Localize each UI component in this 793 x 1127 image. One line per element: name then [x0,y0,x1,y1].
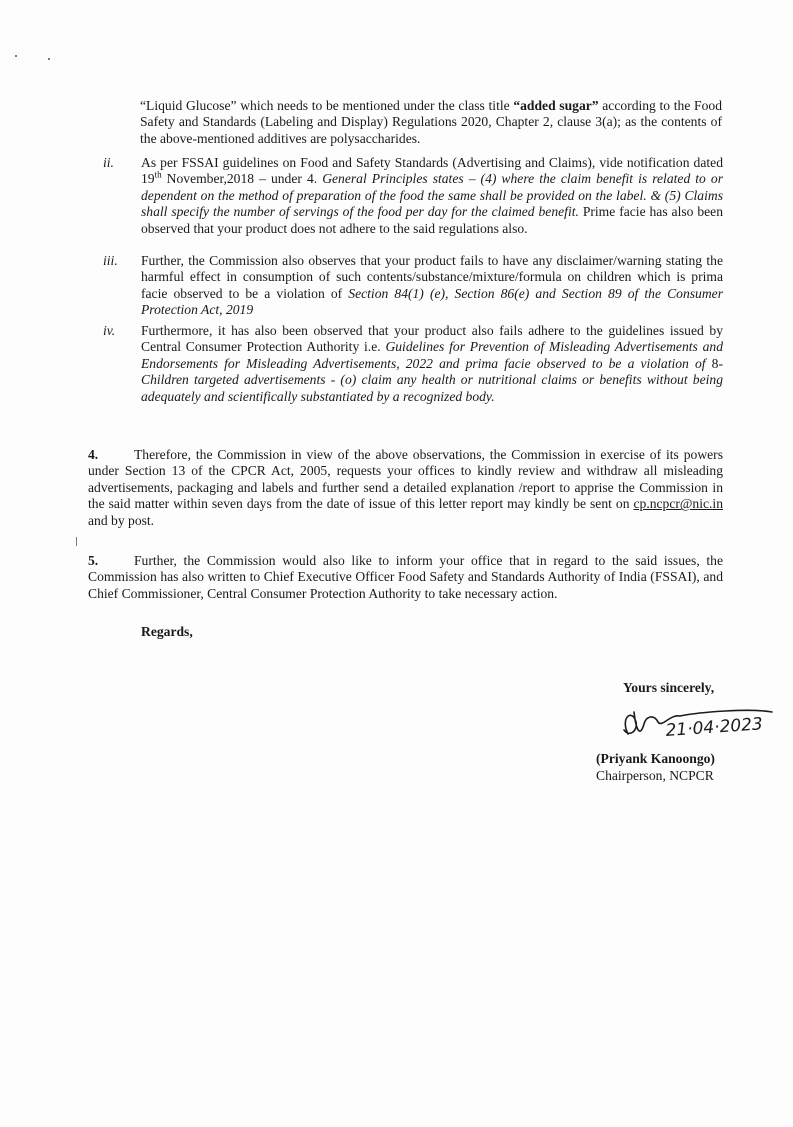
text: and by post. [88,512,155,528]
italic-text: Children targeted advertisements - (o) claim any health or nutritional claims or benefits without being adequately and scientifically substantiated by a recognized body. [141,372,723,404]
text: As per FSSAI guidelines on Food and Safety Standards (Advertising and Claims), vide notification dated 19 [141,155,723,187]
list-item-body [141,155,723,237]
italic-text: Section 84(1) (e), Section 86(e) and Section 89 of the Consumer Protection Act, 2019 [141,285,723,318]
text: 8- [711,355,723,371]
scan-speck [76,537,77,546]
paragraph-number: 4. [88,447,99,462]
text: November,2018 – under 4. [161,171,323,187]
text: Further, the Commission also observes that your product fails to have any disclaimer/warning stating the harmful effect in consumption of such contents/substance/mixture/formula on children which is prima facie observed to be a violation of [141,253,723,301]
scan-speck [48,58,50,60]
text: Furthermore, it has also been observed that your product also fails adhere to the guidelines issued by Central Consumer Protection Authority i.e. [141,323,723,355]
signature-date: 21·04·2023 [664,714,764,741]
scan-speck [15,55,17,57]
italic-text: General Principles states – (4) where the claim benefit is related to or dependent on the method of preparation of the food the same shall be provided on the label. & (5) Claims shall specify the number of servings of the food per day for the claimed benefit. [141,171,723,220]
text: Further, the Commission would also like to inform your office that in regard to the said issues, the Commission has also written to Chief Executive Officer Food Safety and Standards Authority of India (FSSAI), and Chief Commissioner, Central Consumer Protection Authority to take necessary action. [88,553,723,601]
italic-text: Guidelines for Prevention of Misleading Advertisements and Endorsements for Misleading Advertisements, 2022 and prima facie observed to be a violation of [141,339,723,371]
email-link[interactable]: cp.ncpcr@nic.in [633,496,723,512]
paragraph-4 [88,447,723,529]
list-item-body [141,253,723,319]
intro-paragraph [140,98,722,147]
superscript: th [154,169,162,180]
regards: Regards, [141,624,193,639]
list-item-body [141,323,723,405]
paragraph-number: 5. [88,553,99,568]
text: Therefore, the Commission in view of the above observations, the Commission in exercise of its powers under Section 13 of the CPCR Act, 2005, requests your offices to kindly review and withdraw all misleading advertisements, packaging and labels and further send a detailed explanation /report to apprise the Commission in the said matter within seven days from the date of issue of this letter report may kindly be sent on [88,447,723,512]
closing: Yours sincerely, [623,680,715,695]
signature [610,700,780,750]
list-item-number: iii. [103,253,118,268]
added-sugar-term: “added sugar” [513,98,599,113]
intro-text-1: “Liquid Glucose” which needs to be mentioned under the class title [140,98,514,113]
text: Prime facie has also been observed that your product does not adhere to the said regulations also. [141,204,724,236]
intro-text-2: according to the Food Safety and Standards (Labeling and Display) Regulations 2020, Chapter 2, clause 3(a); as the contents of the above-mentioned additives are polysaccharides. [140,98,723,146]
list-item-number: iv. [103,323,116,338]
signatory-designation: Chairperson, NCPCR [596,768,714,783]
list-item-number: ii. [103,155,114,170]
signatory-name: (Priyank Kanoongo) [596,751,715,766]
paragraph-5 [88,553,723,602]
